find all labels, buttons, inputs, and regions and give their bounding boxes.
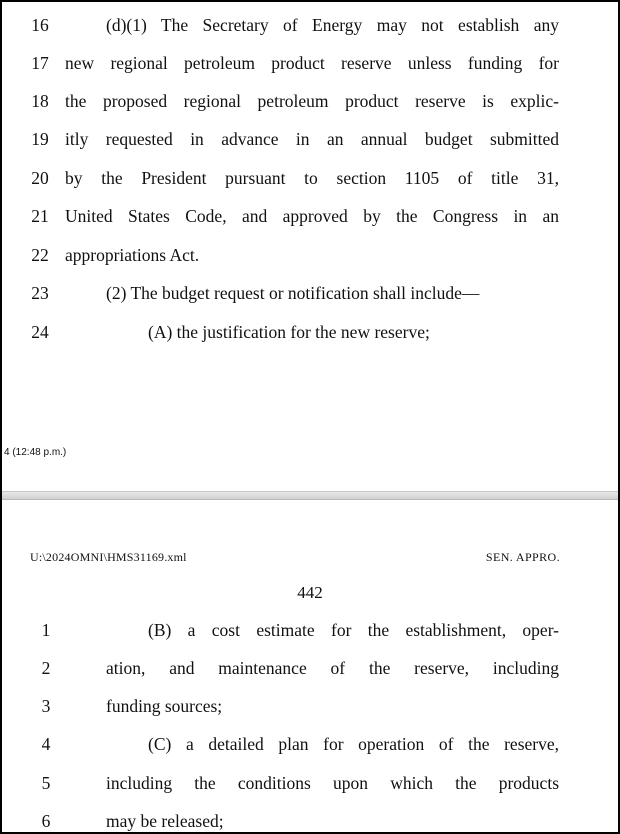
line-number: 17: [31, 53, 49, 73]
line-text: (A) the justification for the new reserve;: [148, 322, 430, 342]
line-text: (B) a cost estimate for the establishment, oper-: [148, 620, 559, 640]
text-line: [2, 274, 618, 312]
line-number: 21: [31, 206, 49, 226]
line-number: 2: [41, 658, 51, 678]
line-text: by the President pursuant to section 1105 of title 31,: [65, 168, 559, 188]
text-line: [2, 44, 618, 82]
committee-header: SEN. APPRO.: [485, 550, 560, 564]
line-number: 16: [31, 15, 49, 35]
page-separator: [2, 491, 618, 500]
line-text: ation, and maintenance of the reserve, including: [106, 658, 559, 678]
line-text: new regional petroleum product reserve unless funding for: [65, 53, 559, 73]
line-number: 19: [31, 129, 49, 149]
line-number: 4: [41, 734, 51, 754]
line-text: the proposed regional petroleum product reserve is explic-: [65, 91, 559, 111]
text-line: [2, 236, 618, 274]
text-line: [2, 197, 618, 235]
file-path-header: U:\2024OMNI\HMS31169.xml: [30, 550, 187, 564]
line-text: appropriations Act.: [65, 245, 200, 265]
line-number: 3: [41, 696, 51, 716]
line-text: itly requested in advance in an annual budget submitted: [65, 129, 559, 149]
line-text: (C) a detailed plan for operation of the reserve,: [148, 734, 559, 754]
text-line: [2, 6, 618, 44]
page-number: 442: [297, 583, 323, 602]
text-line: [2, 725, 618, 763]
text-line: [2, 764, 618, 802]
line-number: 5: [41, 773, 51, 793]
text-line: [2, 802, 618, 834]
text-line: [2, 159, 618, 197]
line-text: (d)(1) The Secretary of Energy may not establish any: [106, 15, 559, 35]
text-line: [2, 611, 618, 649]
line-number: 1: [41, 620, 51, 640]
text-line: [2, 82, 618, 120]
line-text: may be released;: [106, 811, 224, 831]
text-line: [2, 649, 618, 687]
text-line: [2, 313, 618, 351]
line-text: funding sources;: [106, 696, 223, 716]
text-line: [2, 687, 618, 725]
text-line: [2, 120, 618, 158]
line-number: 22: [31, 245, 49, 265]
footer-timestamp: 4 (12:48 p.m.): [4, 447, 67, 458]
line-text: United States Code, and approved by the Congress in an: [65, 206, 559, 226]
line-number: 24: [31, 322, 49, 342]
line-number: 23: [31, 283, 49, 303]
line-number: 6: [41, 811, 51, 831]
line-text: (2) The budget request or notification shall include—: [106, 283, 480, 303]
line-number: 20: [31, 168, 49, 188]
line-number: 18: [31, 91, 49, 111]
line-text: including the conditions upon which the products: [106, 773, 559, 793]
